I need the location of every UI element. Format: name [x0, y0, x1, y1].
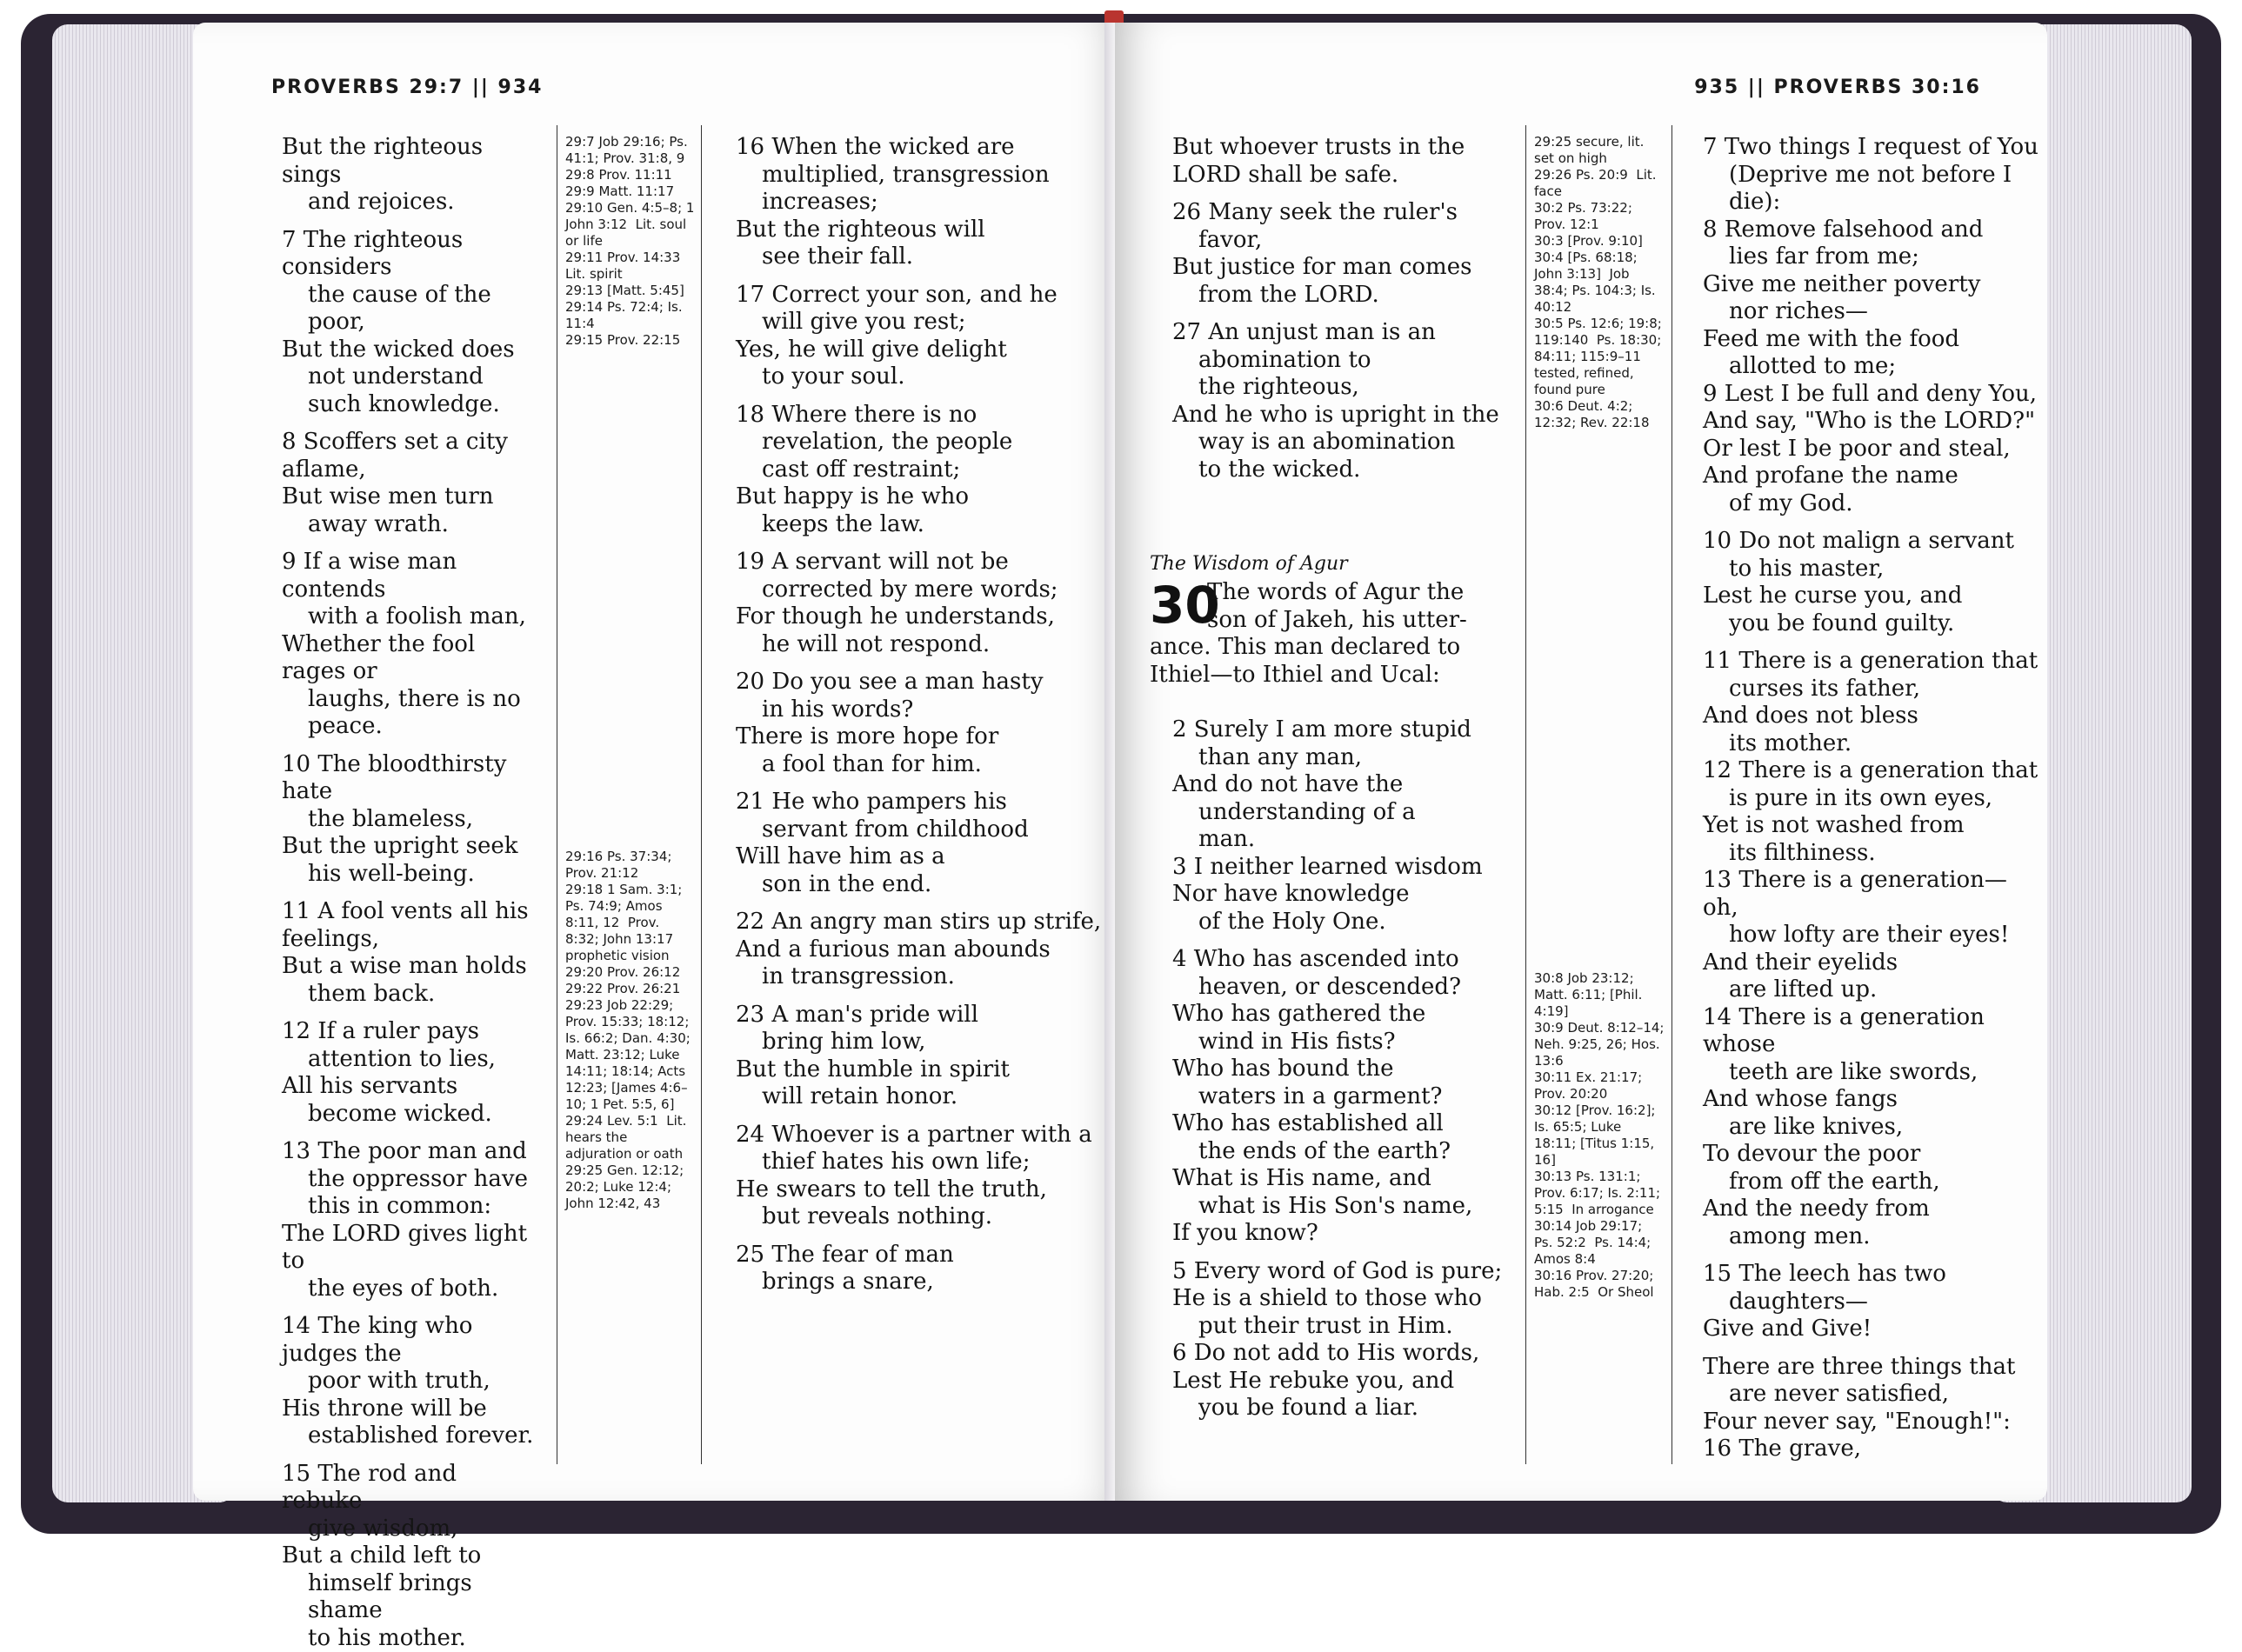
- verse-line: Whether the fool rages or: [282, 631, 543, 686]
- left-page: [193, 23, 1125, 1501]
- verse-line: you be found guilty.: [1703, 610, 2042, 638]
- verse-line: you be found a liar.: [1172, 1395, 1520, 1422]
- stanza-gap: [1703, 1250, 2042, 1261]
- verse-line: established forever.: [282, 1422, 543, 1450]
- verse-line: If you know?: [1172, 1220, 1520, 1248]
- right-cross-references-top: 29:25 secure, lit. set on high 29:26 Ps. 20:9 Lit. face 30:2 Ps. 73:22; Prov. 12:1 30:3 [Prov. 9:10] 30:4 [Ps. 68:18; John 3:13] Job 38:4; Ps. 104:3; Is. 40:12 30:5 Ps. 12:6; 19:8; 119:140 Ps. 18:30; 84:11; 115:9–11 tested, refined, found pure 30:6 Deut. 4:2; 12:32; Rev. 22:18: [1534, 134, 1665, 431]
- verse-line: in his words?: [736, 696, 1118, 724]
- verse-line: But happy is he who: [736, 483, 1118, 511]
- verse-line: bring him low,: [736, 1029, 1118, 1056]
- verse-line: And a furious man abounds: [736, 936, 1118, 964]
- verse-line: There is more hope for: [736, 723, 1118, 751]
- stanza-gap: [736, 1231, 1118, 1242]
- verse-line: 13 The poor man and: [282, 1138, 543, 1166]
- verse-line: revelation, the people: [736, 429, 1118, 456]
- verse-line: But the wicked does: [282, 336, 543, 364]
- verse-line: 20 Do you see a man hasty: [736, 669, 1118, 696]
- verse-line: His throne will be: [282, 1396, 543, 1423]
- verse-line: man.: [1172, 826, 1520, 854]
- verse-line: And profane the name: [1703, 463, 2042, 490]
- verse-line: 27 An unjust man is an: [1172, 319, 1520, 347]
- verse-line: And do not have the: [1172, 771, 1520, 799]
- verse-line: multiplied, transgression: [736, 162, 1118, 190]
- verse-line: Give me neither poverty: [1703, 271, 2042, 299]
- verse-line: corrected by mere words;: [736, 576, 1118, 604]
- verse-line: son in the end.: [736, 871, 1118, 899]
- verse-line: its mother.: [1703, 730, 2042, 758]
- verse-line: And their eyelids: [1703, 949, 2042, 977]
- left-column-1: [282, 134, 543, 1652]
- verse-line: cast off restraint;: [736, 456, 1118, 484]
- verse-line: nor riches—: [1703, 298, 2042, 326]
- verse-line: 11 There is a generation that: [1703, 648, 2042, 676]
- verse-line: There are three things that: [1703, 1354, 2042, 1382]
- verse-line: 7 Two things I request of You: [1703, 134, 2042, 162]
- verse-line: its filthiness.: [1703, 840, 2042, 868]
- verse-line: 15 The rod and rebuke: [282, 1461, 543, 1515]
- stanza-gap: [282, 418, 543, 429]
- verse-line: 25 The fear of man: [736, 1242, 1118, 1269]
- verse-line: the righteous,: [1172, 374, 1520, 402]
- verse-line: are lifted up.: [1703, 976, 2042, 1004]
- verse-line: Who has bound the: [1172, 1056, 1520, 1083]
- verse-line: All his servants: [282, 1073, 543, 1101]
- verse-line: the eyes of both.: [282, 1276, 543, 1303]
- stanza-gap: [282, 1128, 543, 1138]
- verse-line: give wisdom,: [282, 1515, 543, 1543]
- verse-line: them back.: [282, 981, 543, 1009]
- verse-line: daughters—: [1703, 1289, 2042, 1316]
- verse-line: 5 Every word of God is pure;: [1172, 1258, 1520, 1286]
- verse-line: but reveals nothing.: [736, 1203, 1118, 1231]
- verse-line: But the upright seek: [282, 833, 543, 861]
- verse-line: 26 Many seek the ruler's: [1172, 199, 1520, 227]
- verse-line: how lofty are their eyes!: [1703, 922, 2042, 949]
- stanza-gap: [1703, 517, 2042, 528]
- verse-line: 2 Surely I am more stupid: [1172, 716, 1520, 744]
- verse-line: abomination to: [1172, 347, 1520, 375]
- verse-line: away wrath.: [282, 511, 543, 539]
- verse-line: But justice for man comes: [1172, 254, 1520, 282]
- verse-line: put their trust in Him.: [1172, 1313, 1520, 1341]
- verse-line: allotted to me;: [1703, 353, 2042, 381]
- stanza-gap: [282, 1008, 543, 1018]
- verse-line: And the needy from: [1703, 1196, 2042, 1223]
- chapter-number: 30: [1150, 576, 1220, 635]
- verse-line: What is His name, and: [1172, 1165, 1520, 1193]
- stanza-gap: [736, 898, 1118, 909]
- verse-line: 14 There is a generation whose: [1703, 1004, 2042, 1059]
- verse-line: Give and Give!: [1703, 1316, 2042, 1343]
- stanza-gap: [1703, 637, 2042, 648]
- verse-line: his well-being.: [282, 861, 543, 889]
- verse-line: than any man,: [1172, 744, 1520, 772]
- verse-line: 12 If a ruler pays: [282, 1018, 543, 1046]
- right-column-3: [1703, 134, 2042, 1463]
- stanza-gap: [736, 658, 1118, 669]
- verse-line: But wise men turn: [282, 483, 543, 511]
- stanza-gap: [736, 271, 1118, 282]
- verse-line: But a child left to: [282, 1542, 543, 1570]
- verse-line: the oppressor have: [282, 1166, 543, 1194]
- verse-line: 14 The king who judges the: [282, 1313, 543, 1368]
- verse-line: 8 Remove falsehood and: [1703, 216, 2042, 244]
- verse-line: see their fall.: [736, 243, 1118, 271]
- stanza-gap: [1172, 1248, 1520, 1258]
- verse-line: servant from childhood: [736, 816, 1118, 844]
- stanza-gap: [282, 216, 543, 227]
- left-page-header: PROVERBS 29:7 || 934: [271, 77, 543, 98]
- chapter-intro-line: son of Jakeh, his utter-: [1150, 607, 1515, 635]
- verse-line: to his mother.: [282, 1625, 543, 1652]
- verse-line: 6 Do not add to His words,: [1172, 1340, 1520, 1368]
- verse-line: this in common:: [282, 1193, 543, 1221]
- verse-line: But the humble in spirit: [736, 1056, 1118, 1084]
- verse-line: is pure in its own eyes,: [1703, 785, 2042, 813]
- verse-line: 15 The leech has two: [1703, 1261, 2042, 1289]
- verse-line: For though he understands,: [736, 603, 1118, 631]
- verse-line: keeps the law.: [736, 511, 1118, 539]
- verse-line: teeth are like swords,: [1703, 1059, 2042, 1087]
- stanza-gap: [1703, 1343, 2042, 1354]
- verse-line: the cause of the poor,: [282, 282, 543, 336]
- verse-line: 8 Scoffers set a city aflame,: [282, 429, 543, 483]
- verse-line: 16 When the wicked are: [736, 134, 1118, 162]
- verse-line: among men.: [1703, 1223, 2042, 1251]
- left-column-3: [736, 134, 1118, 1296]
- left-cross-references-bottom: 29:16 Ps. 37:34; Prov. 21:12 29:18 1 Sam. 3:1; Ps. 74:9; Amos 8:11, 12 Prov. 8:32; John 13:17 prophetic vision 29:20 Prov. 26:12 29:22 Prov. 26:21 29:23 Job 22:29; Prov. 15:33; 18:12; Is. 66:2; Dan. 4:30; Matt. 23:12; Luke 14:11; 18:14; Acts 12:23; [James 4:6–10; 1 Pet. 5:5, 6] 29:24 Lev. 5:1 Lit. hears the adjuration or oath 29:25 Gen. 12:12; 20:2; Luke 12:4; John 12:42, 43: [565, 849, 696, 1212]
- verse-line: Feed me with the food: [1703, 326, 2042, 354]
- verse-line: 11 A fool vents all his feelings,: [282, 898, 543, 953]
- verse-line: the ends of the earth?: [1172, 1138, 1520, 1166]
- verse-line: 9 If a wise man contends: [282, 549, 543, 603]
- verse-line: he will not respond.: [736, 631, 1118, 659]
- verse-line: 19 A servant will not be: [736, 549, 1118, 576]
- verse-line: 23 A man's pride will: [736, 1002, 1118, 1029]
- verse-line: But whoever trusts in the: [1172, 134, 1520, 162]
- stanza-gap: [736, 1111, 1118, 1122]
- verse-line: Yes, he will give delight: [736, 336, 1118, 364]
- stanza-gap: [282, 741, 543, 751]
- chapter-intro: [1150, 579, 1515, 689]
- verse-line: To devour the poor: [1703, 1141, 2042, 1169]
- verse-line: 9 Lest I be full and deny You,: [1703, 381, 2042, 409]
- verse-line: a fool than for him.: [736, 751, 1118, 779]
- verse-line: become wicked.: [282, 1101, 543, 1129]
- stanza-gap: [736, 538, 1118, 549]
- verse-line: heaven, or descended?: [1172, 974, 1520, 1002]
- verse-line: And does not bless: [1703, 703, 2042, 730]
- verse-line: the blameless,: [282, 806, 543, 834]
- stanza-gap: [282, 888, 543, 898]
- verse-line: laughs, there is no peace.: [282, 686, 543, 741]
- verse-line: way is an abomination: [1172, 429, 1520, 456]
- column-rule: [1671, 125, 1672, 1464]
- verse-line: increases;: [736, 189, 1118, 216]
- stanza-gap: [736, 778, 1118, 789]
- verse-line: But a wise man holds: [282, 953, 543, 981]
- section-heading: The Wisdom of Agur: [1150, 553, 1348, 575]
- verse-line: And say, "Who is the LORD?": [1703, 408, 2042, 436]
- verse-line: 10 The bloodthirsty hate: [282, 751, 543, 806]
- stanza-gap: [1172, 189, 1520, 199]
- verse-line: (Deprive me not before I die):: [1703, 162, 2042, 216]
- verse-line: wind in His fists?: [1172, 1029, 1520, 1056]
- verse-line: 13 There is a generation—oh,: [1703, 867, 2042, 922]
- verse-line: understanding of a: [1172, 799, 1520, 827]
- verse-line: are never satisfied,: [1703, 1381, 2042, 1409]
- verse-line: 12 There is a generation that: [1703, 757, 2042, 785]
- right-column-1-top: [1172, 134, 1520, 483]
- verse-line: not understand: [282, 363, 543, 391]
- verse-line: will give you rest;: [736, 309, 1118, 336]
- stanza-gap: [1172, 309, 1520, 319]
- chapter-intro-line: Ithiel—to Ithiel and Ucal:: [1150, 662, 1515, 689]
- verse-line: with a foolish man,: [282, 603, 543, 631]
- verse-line: But the righteous sings: [282, 134, 543, 189]
- verse-line: 22 An angry man stirs up strife,: [736, 909, 1118, 936]
- verse-line: Nor have knowledge: [1172, 881, 1520, 909]
- chapter-intro-line: The words of Agur the: [1150, 579, 1515, 607]
- verse-line: such knowledge.: [282, 391, 543, 419]
- verse-line: Will have him as a: [736, 843, 1118, 871]
- verse-line: Who has gathered the: [1172, 1001, 1520, 1029]
- chapter-intro-line: ance. This man declared to: [1150, 634, 1515, 662]
- verse-line: Yet is not washed from: [1703, 812, 2042, 840]
- right-page-header: 935 || PROVERBS 30:16: [1694, 77, 1981, 98]
- verse-line: waters in a garment?: [1172, 1083, 1520, 1111]
- verse-line: curses its father,: [1703, 676, 2042, 703]
- stanza-gap: [736, 991, 1118, 1002]
- verse-line: of my God.: [1703, 490, 2042, 518]
- verse-line: Or lest I be poor and steal,: [1703, 436, 2042, 463]
- verse-line: And he who is upright in the: [1172, 402, 1520, 430]
- stanza-gap: [736, 391, 1118, 402]
- right-cross-references-bottom: 30:8 Job 23:12; Matt. 6:11; [Phil. 4:19] 30:9 Deut. 8:12–14; Neh. 9:25, 26; Hos. 13:6 30:11 Ex. 21:17; Prov. 20:20 30:12 [Prov. 16:2]; Is. 65:5; Luke 18:11; [Titus 1:15, 16] 30:13 Ps. 131:1; Prov. 6:17; Is. 2:11; 5:15 In arrogance 30:14 Job 29:17; Ps. 52:2 Ps. 14:4; Amos 8:4 30:16 Prov. 27:20; Hab. 2:5 Or Sheol: [1534, 970, 1665, 1301]
- stanza-gap: [1172, 936, 1520, 946]
- verse-line: And whose fangs: [1703, 1086, 2042, 1114]
- verse-line: poor with truth,: [282, 1368, 543, 1396]
- verse-line: Lest He rebuke you, and: [1172, 1368, 1520, 1396]
- verse-line: in transgression.: [736, 963, 1118, 991]
- left-cross-references-top: 29:7 Job 29:16; Ps. 41:1; Prov. 31:8, 9 29:8 Prov. 11:11 29:9 Matt. 11:17 29:10 Gen. 4:5–8; 1 John 3:12 Lit. soul or life 29:11 Prov. 14:33 Lit. spirit 29:13 [Matt. 5:45] 29:14 Ps. 72:4; Is. 11:4 29:15 Prov. 22:15: [565, 134, 696, 349]
- verse-line: 3 I neither learned wisdom: [1172, 854, 1520, 882]
- stanza-gap: [282, 1302, 543, 1313]
- verse-line: from the LORD.: [1172, 282, 1520, 310]
- column-rule: [701, 125, 702, 1464]
- verse-line: Four never say, "Enough!":: [1703, 1409, 2042, 1436]
- verse-line: 10 Do not malign a servant: [1703, 528, 2042, 556]
- verse-line: will retain honor.: [736, 1083, 1118, 1111]
- verse-line: Who has established all: [1172, 1110, 1520, 1138]
- verse-line: 17 Correct your son, and he: [736, 282, 1118, 310]
- right-column-1-bottom: [1172, 716, 1520, 1422]
- verse-line: LORD shall be safe.: [1172, 162, 1520, 190]
- verse-line: to the wicked.: [1172, 456, 1520, 484]
- verse-line: But the righteous will: [736, 216, 1118, 244]
- verse-line: to your soul.: [736, 363, 1118, 391]
- verse-line: favor,: [1172, 227, 1520, 255]
- right-page: [1115, 23, 2047, 1501]
- verse-line: 18 Where there is no: [736, 402, 1118, 430]
- verse-line: from off the earth,: [1703, 1169, 2042, 1196]
- verse-line: to his master,: [1703, 556, 2042, 583]
- verse-line: 24 Whoever is a partner with a: [736, 1122, 1118, 1149]
- stanza-gap: [282, 538, 543, 549]
- verse-line: 7 The righteous considers: [282, 227, 543, 282]
- column-rule: [1525, 125, 1526, 1464]
- verse-line: 21 He who pampers his: [736, 789, 1118, 816]
- verse-line: and rejoices.: [282, 189, 543, 216]
- verse-line: himself brings shame: [282, 1570, 543, 1625]
- verse-line: attention to lies,: [282, 1046, 543, 1074]
- verse-line: He swears to tell the truth,: [736, 1176, 1118, 1204]
- verse-line: He is a shield to those who: [1172, 1285, 1520, 1313]
- verse-line: Lest he curse you, and: [1703, 583, 2042, 610]
- verse-line: 16 The grave,: [1703, 1436, 2042, 1463]
- stanza-gap: [282, 1450, 543, 1461]
- verse-line: 4 Who has ascended into: [1172, 946, 1520, 974]
- verse-line: what is His Son's name,: [1172, 1193, 1520, 1221]
- verse-line: are like knives,: [1703, 1114, 2042, 1142]
- verse-line: brings a snare,: [736, 1269, 1118, 1296]
- verse-line: The LORD gives light to: [282, 1221, 543, 1276]
- verse-line: of the Holy One.: [1172, 909, 1520, 936]
- verse-line: lies far from me;: [1703, 243, 2042, 271]
- verse-line: thief hates his own life;: [736, 1149, 1118, 1176]
